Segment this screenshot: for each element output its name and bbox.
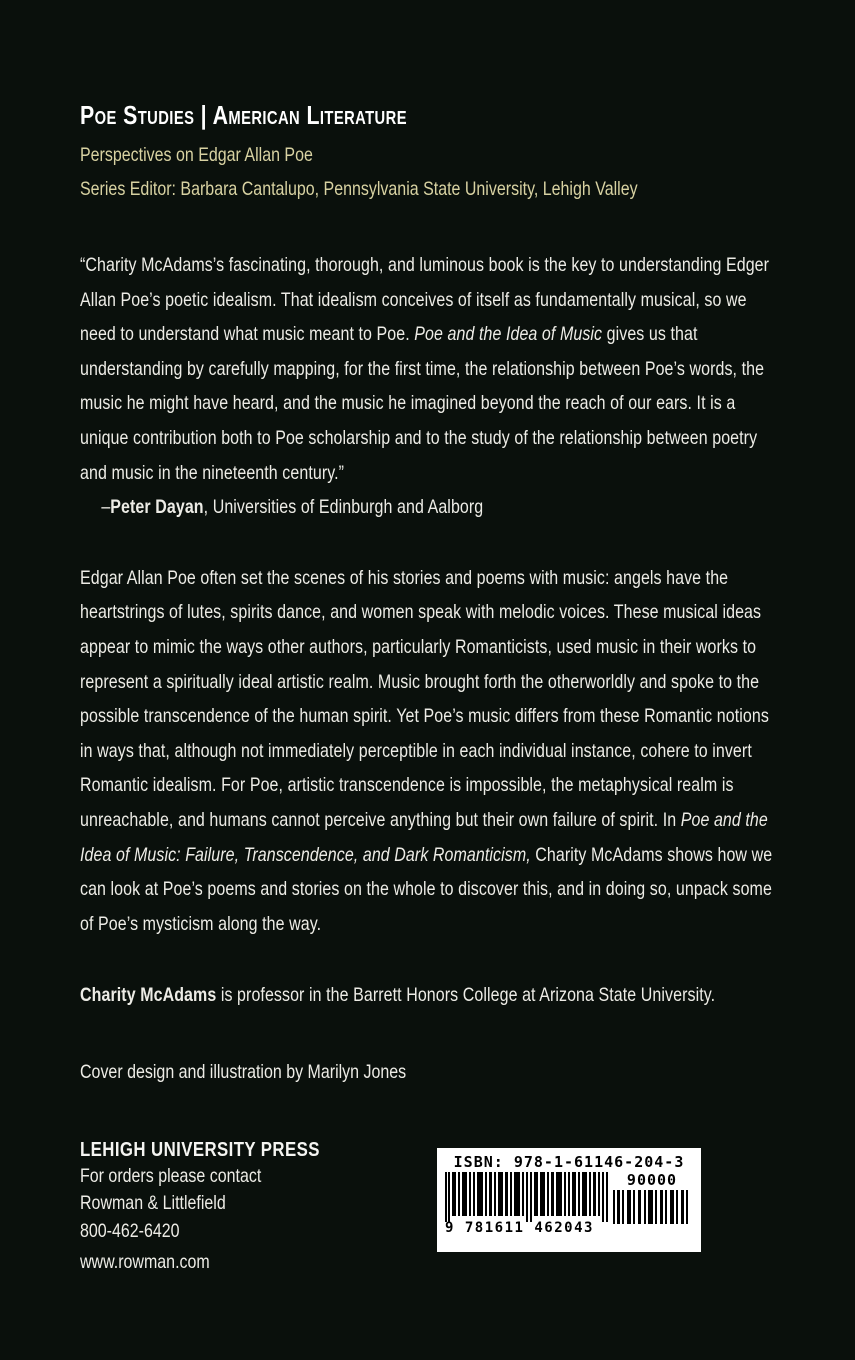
series-title: Poe Studies | American Literature <box>80 100 407 130</box>
publisher-contact-line: For orders please contact <box>80 1164 262 1187</box>
author-bio: Charity McAdams is professor in the Barrett Honors College at Arizona State University. <box>80 984 716 1007</box>
publisher-distributor: Rowman & Littlefield <box>80 1192 226 1215</box>
ean-barcode-graphic <box>445 1172 611 1222</box>
isbn-barcode-label <box>437 1148 701 1252</box>
barcode-body <box>445 1172 693 1248</box>
book-description: Edgar Allan Poe often set the scenes of his stories and poems with music: angels have the heartstrings of lutes, spirits dance, and women speak with melodic voices. These musical ideas appear to mimic the ways other authors, particularly Romanticists, used music in their works to represent a spiritually ideal artistic realm. Music brought forth the otherworldly and spoke to the possible transcendence of the human spirit. Yet Poe’s music differs from these Romantic notions in ways that, although not immediately perceptible in each individual instance, cohere to invert Romantic idealism. For Poe, artistic transcendence is impossible, the metaphysical realm is unreachable, and humans cannot perceive anything but their own failure of spirit. In Poe and the Idea of Music: Failure, Transcendence, and Dark Romanticism, Charity McAdams shows how we can look at Poe’s poems and stories on the whole to discover this, and in doing so, unpack some of Poe’s mysticism along the way. <box>80 566 773 935</box>
supplement-barcode-graphic <box>613 1190 691 1224</box>
ean-barcode-column <box>445 1172 611 1248</box>
text-column <box>80 100 775 1276</box>
isbn-text: ISBN: 978-1-61146-204-3 <box>453 1153 685 1171</box>
publisher-website: www.rowman.com <box>80 1251 210 1274</box>
series-editor-line: Series Editor: Barbara Cantalupo, Pennsylvania State University, Lehigh Valley <box>80 178 638 200</box>
series-subtitle: Perspectives on Edgar Allan Poe <box>80 144 313 166</box>
price-code: 90000 <box>626 1171 678 1189</box>
cover-design-credit: Cover design and illustration by Marilyn Jones <box>80 1060 407 1083</box>
ean-digits: 9 781611 462043 <box>445 1220 594 1236</box>
review-quote: “Charity McAdams’s fascinating, thorough, and luminous book is the key to understanding Edger Allan Poe’s poetic idealism. That idealism conceives of itself as fundamentally musical, so we need to understand what music meant to Poe. Poe and the Idea of Music gives us that understanding by carefully mapping, for the first time, the relationship between Poe’s words, the music he might have heard, and the music he imagined beyond the reach of our ears. It is a unique contribution both to Poe scholarship and to the study of the relationship between poetry and music in the nineteenth century.” <box>80 254 770 484</box>
publisher-name: LEHIGH UNIVERSITY PRESS <box>80 1137 320 1161</box>
publisher-phone: 800-462-6420 <box>80 1219 180 1242</box>
supplement-barcode-column <box>611 1172 693 1248</box>
review-attribution: –Peter Dayan, Universities of Edinburgh and Aalborg <box>101 496 484 519</box>
